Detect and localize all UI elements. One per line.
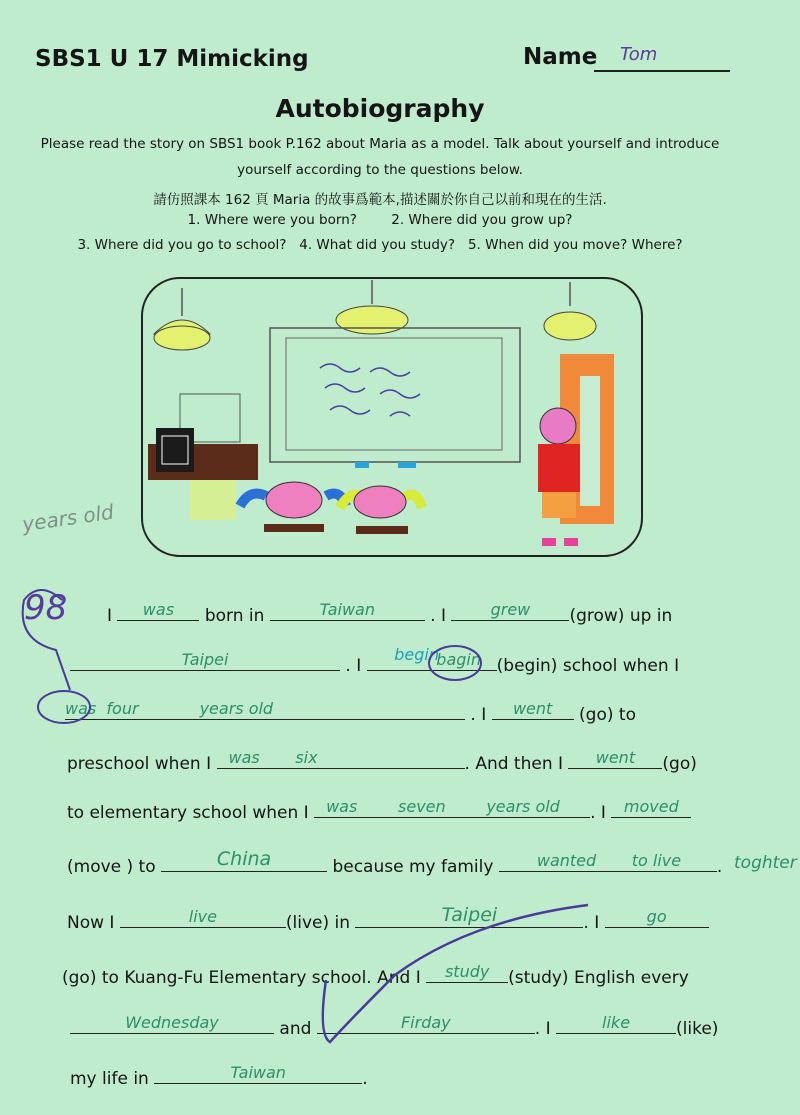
line-6: (move ) to China because my family wanted to live . xyxy=(67,848,723,877)
blank-china[interactable]: China xyxy=(161,851,327,872)
blank-wednesday[interactable]: Wednesday xyxy=(70,1013,274,1034)
page-title: Autobiography xyxy=(275,94,485,123)
line-9: Wednesday and Firday . I like (like) xyxy=(70,1013,718,1039)
line-10: my life in Taiwan . xyxy=(70,1063,368,1089)
line-1: I was born in Taiwan . I grew (grow) up in xyxy=(107,600,673,626)
blank-moved[interactable]: moved xyxy=(611,797,691,818)
blank-went2[interactable]: went xyxy=(568,748,662,769)
blank-taipei1[interactable]: Taipei xyxy=(70,650,340,671)
blank-was-six[interactable]: was six xyxy=(217,748,465,769)
margin-note: years old xyxy=(20,499,116,537)
right-note: toghter xyxy=(734,853,797,873)
blank-firday[interactable]: Firday xyxy=(317,1013,535,1034)
name-field xyxy=(594,44,730,72)
name-value: Tom xyxy=(620,44,658,65)
instruction-line-1: Please read the story on SBS1 book P.162 about Maria as a model. Talk about yourself and introduce xyxy=(40,136,720,152)
blank-was-four[interactable]: was four years old xyxy=(65,699,465,720)
line-5: to elementary school when I was seven years old . I moved xyxy=(67,797,691,823)
blank-like[interactable]: like xyxy=(556,1013,676,1034)
questions-line-2: 3. Where did you go to school? 4. What did you study? 5. When did you move? Where? xyxy=(77,237,683,253)
classroom-drawing xyxy=(140,276,645,560)
instruction-line-2: yourself according to the questions below. xyxy=(237,162,523,178)
line-7: Now I live (live) in Taipei . I go xyxy=(67,907,709,933)
score: 98 xyxy=(24,588,68,628)
questions-line-1: 1. Where were you born? 2. Where did you grow up? xyxy=(187,212,573,228)
blank-taiwan2[interactable]: Taiwan xyxy=(154,1063,362,1084)
blank-study[interactable]: study xyxy=(426,962,508,983)
blank-wanted[interactable]: wanted to live xyxy=(499,851,717,872)
blank-was-seven[interactable]: was seven years old xyxy=(314,797,590,818)
blank-go[interactable]: go xyxy=(605,907,709,928)
line-2: Taipei . I begin bagin (begin) school when I xyxy=(70,650,679,676)
blank-taipei2[interactable]: Taipei xyxy=(355,907,583,928)
blank-begin[interactable]: begin bagin xyxy=(367,650,497,671)
unit-title: SBS1 U 17 Mimicking xyxy=(35,46,309,72)
line-3: was four years old . I went (go) to xyxy=(65,699,636,725)
line-8: (go) to Kuang-Fu Elementary school. And I study (study) English every xyxy=(62,962,689,988)
blank-went1[interactable]: went xyxy=(492,699,574,720)
blank-live[interactable]: live xyxy=(120,907,286,928)
blank-was1[interactable]: was xyxy=(117,600,199,621)
blank-grew[interactable]: grew xyxy=(451,600,569,621)
blank-taiwan1[interactable]: Taiwan xyxy=(270,600,425,621)
name-label: Name xyxy=(523,44,598,70)
line-4: preschool when I was six . And then I went (go) xyxy=(67,748,697,774)
instruction-chinese: 請仿照課本 162 頁 Maria 的故事爲範本,描述關於你自己以前和現在的生活. xyxy=(153,192,607,208)
